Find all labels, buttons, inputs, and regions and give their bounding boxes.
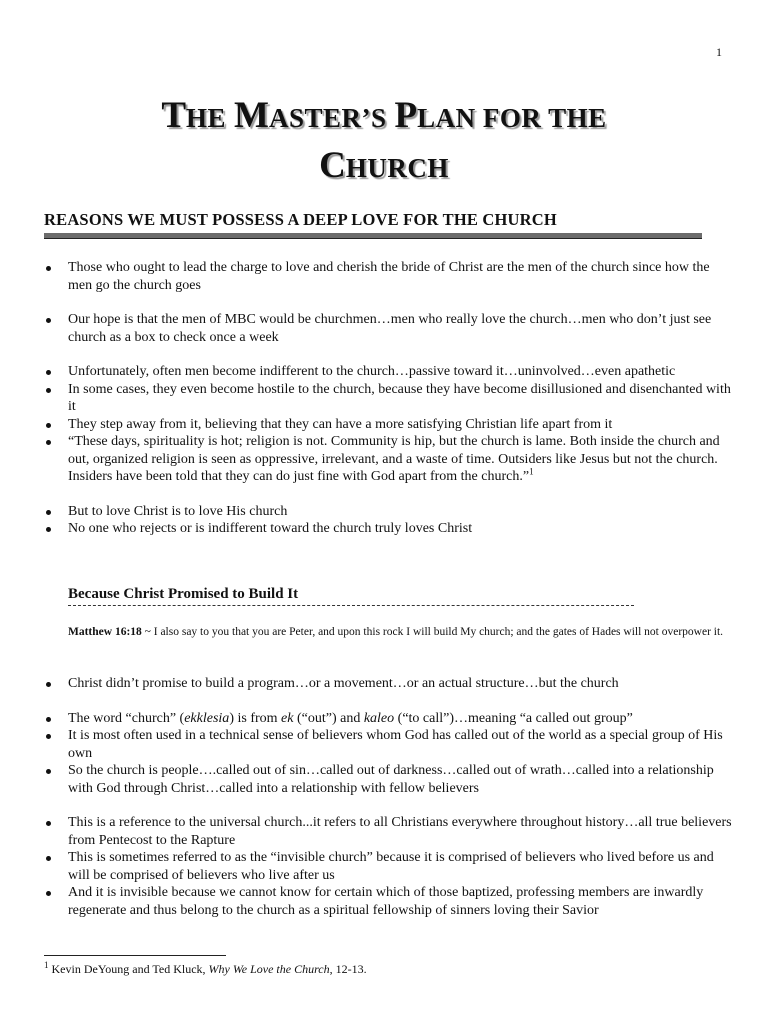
list-item: Our hope is that the men of MBC would be churchmen…men who really love the church…men who don’t just see church as a box to check once a week: [44, 311, 734, 346]
footnote-marker: 1: [44, 960, 49, 970]
dashed-divider: [68, 605, 634, 606]
title-word: HE: [186, 103, 227, 133]
title-cap: P: [394, 95, 418, 136]
title-cap: M: [234, 95, 269, 136]
sub-heading: Because Christ Promised to Build It: [68, 586, 299, 602]
title-cap: T: [161, 95, 187, 136]
list-item: They step away from it, believing that they can have a more satisfying Christian life apart from it: [44, 416, 734, 434]
bullet-list-church: [44, 675, 734, 919]
list-item: It is most often used in a technical sense of believers whom God has called out of the world as a special group of His own: [44, 727, 734, 762]
title-cap: C: [319, 145, 346, 186]
greek-term: ek: [281, 710, 294, 726]
footnote-book-title: Why We Love the Church: [208, 962, 330, 976]
list-item: No one who rejects or is indifferent toward the church truly loves Christ: [44, 520, 734, 538]
greek-term: kaleo: [363, 710, 395, 726]
title-word: LAN FOR THE: [417, 103, 607, 133]
title-word: HURCH: [345, 153, 449, 183]
list-item: Unfortunately, often men become indifferent to the church…passive toward it…uninvolved…even apathetic: [44, 363, 734, 381]
scripture-text: ~ I also say to you that you are Peter, and upon this rock I will build My church; and the gates of Hades will not overpower it.: [141, 626, 724, 638]
list-item: So the church is people….called out of sin…called out of darkness…called out of wrath…called into a relationship with God through Christ…called into a relationship with fellow believers: [44, 762, 734, 797]
title-line-2: [60, 142, 708, 192]
list-item: In some cases, they even become hostile to the church, because they have become disillusioned and disenchanted with it: [44, 381, 734, 416]
document-title: [60, 92, 708, 192]
text-run: ) is from: [229, 710, 282, 726]
list-item: [44, 710, 734, 728]
list-item: This is a reference to the universal church...it refers to all Christians everywhere throughout history…all true believers from Pentecost to the Rapture: [44, 814, 734, 849]
greek-term: ekklesia: [184, 710, 230, 726]
footnote: [44, 962, 367, 977]
section-heading: REASONS WE MUST POSSESS A DEEP LOVE FOR THE CHURCH: [44, 210, 557, 229]
scripture-quote: [68, 625, 728, 640]
title-line-1: [60, 92, 708, 142]
list-item: Christ didn’t promise to build a program…or a movement…or an actual structure…but the church: [44, 675, 734, 693]
list-item: This is sometimes referred to as the “invisible church” because it is comprised of believers who lived before us and will be comprised of believers who live after us: [44, 849, 734, 884]
text-run: (“to call”)…meaning “a called out group”: [394, 710, 633, 726]
scripture-reference: Matthew 16:18: [68, 626, 142, 638]
list-item: And it is invisible because we cannot know for certain which of those baptized, professing members are inwardly regenerate and thus belong to the church as a spiritual fellowship of sinners loving their Savior: [44, 884, 734, 919]
title-word: ASTER’S: [268, 103, 387, 133]
list-item: But to love Christ is to love His church: [44, 503, 734, 521]
page-number: 1: [716, 45, 722, 59]
footnote-authors: Kevin DeYoung and Ted Kluck,: [48, 962, 209, 976]
text-run: The word “church” (: [68, 710, 185, 726]
bullet-list-intro: [44, 259, 734, 538]
text-run: (“out”) and: [293, 710, 364, 726]
list-item: [44, 433, 734, 486]
list-item: Those who ought to lead the charge to love and cherish the bride of Christ are the men of the church since how the men go the church goes: [44, 259, 734, 294]
footnote-ref: 1: [529, 466, 534, 477]
quote-text: “These days, spirituality is hot; religion is not. Community is hip, but the church is lame. Both inside the church and out, organized religion is seen as oppressive, irrelevant, and a waste of time. Outsiders like Jesus but not the church. Insiders have been told that they can do just fine with God apart from the church.”: [68, 434, 720, 484]
section-rule: [44, 233, 702, 239]
footnote-pages: , 12-13.: [329, 962, 367, 976]
footnote-rule: [44, 955, 226, 956]
